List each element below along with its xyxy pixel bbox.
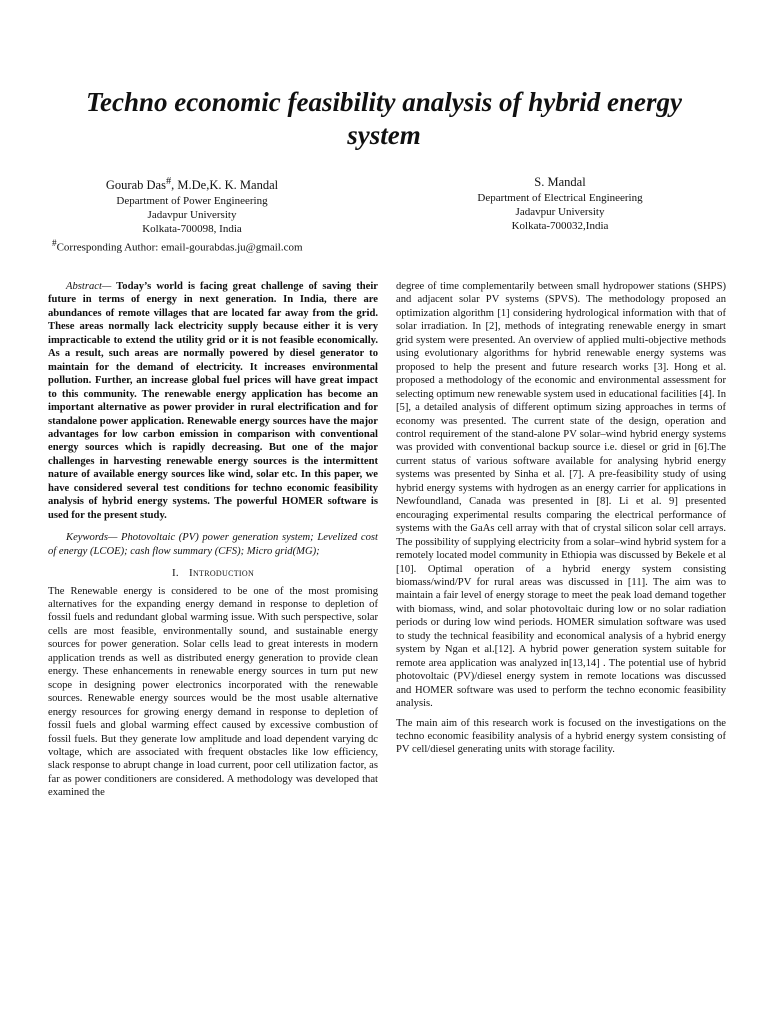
author-name-right: S. Mandal [534,175,586,189]
corr-sup: # [52,238,57,249]
author-city-right: Kolkata-700032,India [511,220,609,232]
author-dept-right: Department of Electrical Engineering [477,192,643,204]
keywords: Keywords— Photovoltaic (PV) power generation system; Levelized cost of energy (LCOE); cash flow summary (CFS); Micro grid(MG); [48,532,378,557]
author-dept-left: Department of Power Engineering [116,195,268,208]
author-univ-left: Jadavpur University [147,209,237,222]
abstract-text: Today’s world is facing great challenge of saving their future in terms of energy in next generation. In India, there are abundances of remote villages that are located far away from the grid. These areas normally lack electricity supply because either it is very impracticable to extend the utility grid or it is not feasible economically. As a result, such areas are normally powered by diesel generator to maintain for the demand of electricity. It increases environmental pollution. Further, an increase global fuel prices will have great impact to this community. The renewable energy application has become an important alternative as power provider in rural electrification and for standalone power application. Renewable energy sources have the major advantages for low carbon emission in comparison with conventional energy sources which is rapidly decreasing. But one of the major challenges in harvesting renewable energy sources is the intermittent nature of available energy sources like wind, solar etc. In this paper, we have considered several test conditions for techno economic feasibility analysis of hybrid energy systems. The powerful HOMER software is used for the present study. [48,281,378,521]
section-number: I. [171,567,179,580]
corresponding-author [52,236,332,255]
corr-text: Corresponding Author: email-gourabdas.ju@gmail.com [56,241,303,254]
intro-paragraph-3: The main aim of this research work is focused on the investigations on the techno economic feasibility analysis of a hybrid energy system consisting of PV cell/diesel generating units with storage facility. [396,717,726,756]
intro-paragraph-1: The Renewable energy is considered to be one of the most promising alternatives for the expanding energy demand in response to depletion of fossil fuels and redundant global warming issue. With such perspective, solar cells are most feasible, environmentally sound, and sustainable energy sources for power generation. Solar cells lead to great interests in modern application trends as well as distributed energy generation to provide clean energy. These enhancements in renewable energy sources in turn put new scope in designing power electronics incorporated with the renewable sources. Renewable energy sources would be the most usable alternative energy resources for growing energy demand in response to depletion of fossil fuels and global warming effect caused by excessive combustion of fossil fuels. But they generate low amplitude and load dependent varying dc voltage, which are associated with frequent obstacles like low efficiency, slack response to abrupt change in load current, poor cell utilization factor, as far as power conditioners are considered. A methodology was developed that examined the [48,585,378,799]
paper-title: Techno economic feasibility analysis of hybrid energy system [86,87,682,150]
author-city-left: Kolkata-700098, India [142,223,242,236]
author-names-left [52,174,332,193]
author-block-right [420,174,700,233]
left-column [48,280,378,800]
abstract [48,280,378,522]
section-heading-introduction [48,567,378,580]
section-title: Introduction [188,567,255,580]
abstract-lead: Abstract— [66,281,112,292]
author-name-sup: # [165,176,172,187]
right-column [396,280,726,757]
author-block-left [52,174,332,255]
intro-paragraph-2: degree of time complementarily between small hydropower stations (SHPS) and adjacent solar PV systems (SPVS). The methodology proposed an optimization algorithm [1] considering hydrological information with that of solar irradiation. In [2], methods of integrating renewable energy in smart grid system were presented. An overview of applied multi-objective methods using evolutionary algorithms for hybrid renewable energy systems was proposed to help the present and future research works [3]. Hong et al. proposed a methodology of the economic and environmental assessment for selecting optimum new renewable system used in educational facilities [4]. In [5], a detailed analysis of different optimum sizing approaches in terms of economy was presented. The current state of the design, operation and control requirement of the stand-alone PV solar–wind hybrid energy systems was provided with conventional backup source i.e. diesel or grid in [6].The current status of various software available for analysing hybrid energy systems was presented by Sinha et al. [7]. A pre-feasibility study of using hybrid energy systems with hydrogen as an energy carrier for applications in Newfoundland, Canada was presented in [8]. Li et al. 9] presented encouraging experimental results comparing the electrical performance of systems with the GaAs cell array with that of crystal silicon solar cell arrays. The possibility of supplying electricity from a solar–wind hybrid system for a remotely located model community in Ethiopia was discussed by Bekele et al [10]. Optimal operation of a hybrid energy system consisting biomass/wind/PV for rural areas was discussed in [11]. The aim was to maintain a fair level of energy storage to meet the peak load demand together with biomass, wind, and solar photovoltaic during low or no solar radiation periods or during low wind periods. HOMER simulation software was used to study the technical feasibility and economical analysis of a hybrid energy system by Ngan et al.[12]. A hybrid power generation system suitable for remote area application was analyzed in[13,14] . The potential use of hybrid photovoltaic (PV)/diesel energy system in remote locations was discussed and HOMER software was used to perform the techno economic feasibility analysis. [396,281,726,710]
author-univ-right: Jadavpur University [515,206,605,218]
author-name-part2: , M.De,K. K. Mandal [171,178,279,193]
author-name-part1: Gourab Das [105,178,166,193]
